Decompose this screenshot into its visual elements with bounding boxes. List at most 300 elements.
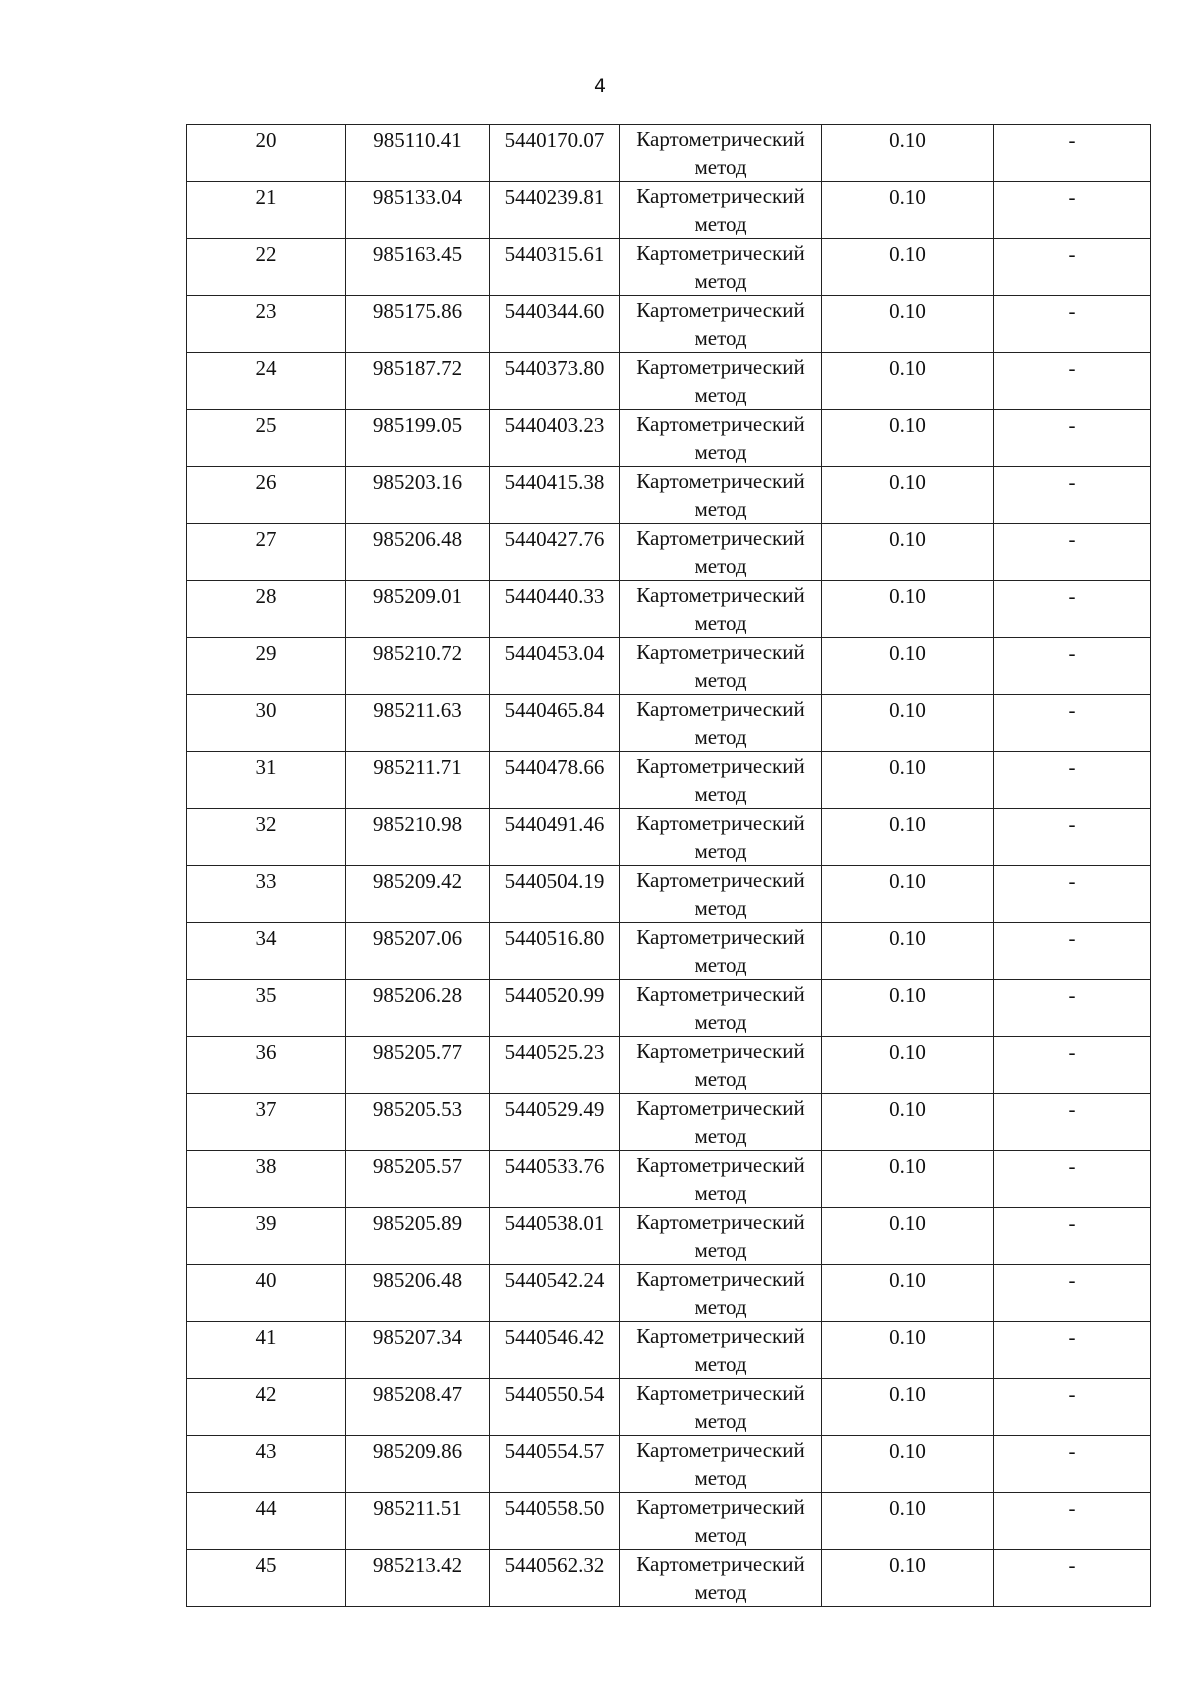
x-coordinate-value: 985133.04 (372, 185, 463, 209)
note-value: - (1068, 299, 1076, 323)
point-number-value: 36 (255, 1040, 277, 1064)
point-number-value: 40 (255, 1268, 277, 1292)
cell-x-coordinate (346, 125, 490, 182)
method-value: Картометрический метод (636, 1267, 805, 1319)
cell-note (994, 1265, 1151, 1322)
accuracy-value: 0.10 (889, 1268, 926, 1292)
point-number-value: 22 (255, 242, 277, 266)
cell-x-coordinate (346, 809, 490, 866)
cell-x-coordinate (346, 1037, 490, 1094)
cell-x-coordinate (346, 923, 490, 980)
note-value: - (1068, 641, 1076, 665)
cell-y-coordinate (490, 581, 620, 638)
x-coordinate-value: 985175.86 (372, 299, 463, 323)
y-coordinate-value: 5440525.23 (504, 1040, 605, 1064)
y-coordinate-value: 5440546.42 (504, 1325, 605, 1349)
cell-accuracy (822, 467, 994, 524)
cell-note (994, 1436, 1151, 1493)
cell-accuracy (822, 866, 994, 923)
method-value: Картометрический метод (636, 355, 805, 407)
cell-point-number (187, 980, 346, 1037)
note-value: - (1068, 1040, 1076, 1064)
method-value: Картометрический метод (636, 640, 805, 692)
point-number-value: 33 (255, 869, 277, 893)
cell-method (620, 809, 822, 866)
y-coordinate-value: 5440170.07 (504, 128, 605, 152)
cell-method (620, 239, 822, 296)
cell-note (994, 1322, 1151, 1379)
cell-point-number (187, 1550, 346, 1607)
cell-y-coordinate (490, 467, 620, 524)
cell-x-coordinate (346, 1493, 490, 1550)
cell-method (620, 125, 822, 182)
cell-accuracy (822, 1550, 994, 1607)
cell-point-number (187, 809, 346, 866)
x-coordinate-value: 985207.06 (372, 926, 463, 950)
cell-y-coordinate (490, 752, 620, 809)
cell-accuracy (822, 809, 994, 866)
point-number-value: 29 (255, 641, 277, 665)
x-coordinate-value: 985206.28 (372, 983, 463, 1007)
cell-x-coordinate (346, 695, 490, 752)
table-row (187, 1151, 1151, 1208)
cell-accuracy (822, 125, 994, 182)
cell-accuracy (822, 410, 994, 467)
cell-note (994, 353, 1151, 410)
cell-point-number (187, 923, 346, 980)
table-row (187, 524, 1151, 581)
cell-method (620, 1094, 822, 1151)
table-row (187, 296, 1151, 353)
cell-y-coordinate (490, 1379, 620, 1436)
point-number-value: 27 (255, 527, 277, 551)
accuracy-value: 0.10 (889, 1382, 926, 1406)
y-coordinate-value: 5440465.84 (504, 698, 605, 722)
accuracy-value: 0.10 (889, 983, 926, 1007)
note-value: - (1068, 1439, 1076, 1463)
accuracy-value: 0.10 (889, 1439, 926, 1463)
note-value: - (1068, 1325, 1076, 1349)
table-row (187, 1322, 1151, 1379)
accuracy-value: 0.10 (889, 185, 926, 209)
cell-note (994, 125, 1151, 182)
cell-accuracy (822, 1436, 994, 1493)
cell-method (620, 1550, 822, 1607)
y-coordinate-value: 5440344.60 (504, 299, 605, 323)
y-coordinate-value: 5440403.23 (504, 413, 605, 437)
cell-point-number (187, 296, 346, 353)
cell-accuracy (822, 1322, 994, 1379)
cell-y-coordinate (490, 1436, 620, 1493)
method-value: Картометрический метод (636, 1324, 805, 1376)
cell-point-number (187, 1037, 346, 1094)
note-value: - (1068, 1496, 1076, 1520)
cell-point-number (187, 1493, 346, 1550)
cell-method (620, 980, 822, 1037)
cell-accuracy (822, 182, 994, 239)
table-row (187, 1037, 1151, 1094)
cell-point-number (187, 581, 346, 638)
note-value: - (1068, 470, 1076, 494)
x-coordinate-value: 985211.63 (373, 698, 462, 722)
x-coordinate-value: 985207.34 (372, 1325, 463, 1349)
cell-note (994, 866, 1151, 923)
table-row (187, 1094, 1151, 1151)
cell-accuracy (822, 1094, 994, 1151)
table-row (187, 980, 1151, 1037)
method-value: Картометрический метод (636, 1210, 805, 1262)
table-row (187, 1436, 1151, 1493)
cell-accuracy (822, 1265, 994, 1322)
table-row (187, 125, 1151, 182)
cell-accuracy (822, 353, 994, 410)
y-coordinate-value: 5440538.01 (504, 1211, 605, 1235)
method-value: Картометрический метод (636, 184, 805, 236)
cell-y-coordinate (490, 239, 620, 296)
cell-accuracy (822, 1493, 994, 1550)
cell-point-number (187, 752, 346, 809)
table-row (187, 1208, 1151, 1265)
table-row (187, 866, 1151, 923)
accuracy-value: 0.10 (889, 1325, 926, 1349)
cell-y-coordinate (490, 1094, 620, 1151)
table-row (187, 1493, 1151, 1550)
cell-y-coordinate (490, 1151, 620, 1208)
method-value: Картометрический метод (636, 526, 805, 578)
cell-x-coordinate (346, 638, 490, 695)
point-number-value: 32 (255, 812, 277, 836)
accuracy-value: 0.10 (889, 698, 926, 722)
table-row (187, 923, 1151, 980)
cell-y-coordinate (490, 695, 620, 752)
cell-y-coordinate (490, 524, 620, 581)
accuracy-value: 0.10 (889, 812, 926, 836)
cell-method (620, 1379, 822, 1436)
cell-point-number (187, 467, 346, 524)
note-value: - (1068, 698, 1076, 722)
x-coordinate-value: 985210.72 (372, 641, 463, 665)
table-row (187, 182, 1151, 239)
y-coordinate-value: 5440373.80 (504, 356, 605, 380)
y-coordinate-value: 5440504.19 (504, 869, 605, 893)
point-number-value: 39 (255, 1211, 277, 1235)
x-coordinate-value: 985213.42 (372, 1553, 463, 1577)
cell-note (994, 980, 1151, 1037)
y-coordinate-value: 5440516.80 (504, 926, 605, 950)
x-coordinate-value: 985205.89 (372, 1211, 463, 1235)
cell-accuracy (822, 752, 994, 809)
accuracy-value: 0.10 (889, 242, 926, 266)
x-coordinate-value: 985205.77 (372, 1040, 463, 1064)
cell-method (620, 752, 822, 809)
cell-y-coordinate (490, 923, 620, 980)
cell-y-coordinate (490, 809, 620, 866)
page-number: 4 (593, 75, 607, 97)
point-number-value: 35 (255, 983, 277, 1007)
method-value: Картометрический метод (636, 811, 805, 863)
x-coordinate-value: 985211.71 (373, 755, 462, 779)
y-coordinate-value: 5440558.50 (504, 1496, 605, 1520)
point-number-value: 31 (255, 755, 277, 779)
cell-point-number (187, 1322, 346, 1379)
note-value: - (1068, 242, 1076, 266)
x-coordinate-value: 985203.16 (372, 470, 463, 494)
cell-x-coordinate (346, 980, 490, 1037)
accuracy-value: 0.10 (889, 755, 926, 779)
note-value: - (1068, 128, 1076, 152)
y-coordinate-value: 5440453.04 (504, 641, 605, 665)
cell-accuracy (822, 581, 994, 638)
method-value: Картометрический метод (636, 697, 805, 749)
cell-point-number (187, 125, 346, 182)
cell-point-number (187, 1379, 346, 1436)
x-coordinate-value: 985205.57 (372, 1154, 463, 1178)
cell-y-coordinate (490, 1208, 620, 1265)
note-value: - (1068, 1268, 1076, 1292)
point-number-value: 45 (255, 1553, 277, 1577)
cell-note (994, 1208, 1151, 1265)
accuracy-value: 0.10 (889, 641, 926, 665)
cell-accuracy (822, 1208, 994, 1265)
cell-y-coordinate (490, 1322, 620, 1379)
cell-method (620, 638, 822, 695)
y-coordinate-value: 5440529.49 (504, 1097, 605, 1121)
accuracy-value: 0.10 (889, 584, 926, 608)
cell-accuracy (822, 1037, 994, 1094)
cell-x-coordinate (346, 581, 490, 638)
y-coordinate-value: 5440315.61 (504, 242, 605, 266)
cell-point-number (187, 1436, 346, 1493)
method-value: Картометрический метод (636, 412, 805, 464)
cell-method (620, 923, 822, 980)
table-row (187, 695, 1151, 752)
y-coordinate-value: 5440554.57 (504, 1439, 605, 1463)
cell-note (994, 182, 1151, 239)
note-value: - (1068, 1553, 1076, 1577)
cell-x-coordinate (346, 1550, 490, 1607)
note-value: - (1068, 812, 1076, 836)
cell-method (620, 1208, 822, 1265)
x-coordinate-value: 985206.48 (372, 527, 463, 551)
table-row (187, 1550, 1151, 1607)
table-row (187, 467, 1151, 524)
cell-note (994, 695, 1151, 752)
y-coordinate-value: 5440542.24 (504, 1268, 605, 1292)
note-value: - (1068, 1382, 1076, 1406)
table-row (187, 581, 1151, 638)
x-coordinate-value: 985199.05 (372, 413, 463, 437)
cell-y-coordinate (490, 1550, 620, 1607)
cell-point-number (187, 182, 346, 239)
accuracy-value: 0.10 (889, 128, 926, 152)
table-row (187, 410, 1151, 467)
cell-note (994, 581, 1151, 638)
cell-method (620, 1151, 822, 1208)
accuracy-value: 0.10 (889, 413, 926, 437)
method-value: Картометрический метод (636, 754, 805, 806)
note-value: - (1068, 755, 1076, 779)
x-coordinate-value: 985211.51 (373, 1496, 462, 1520)
x-coordinate-value: 985209.01 (372, 584, 463, 608)
table-row (187, 1265, 1151, 1322)
method-value: Картометрический метод (636, 1552, 805, 1604)
cell-x-coordinate (346, 410, 490, 467)
table-row (187, 353, 1151, 410)
y-coordinate-value: 5440550.54 (504, 1382, 605, 1406)
cell-method (620, 695, 822, 752)
accuracy-value: 0.10 (889, 869, 926, 893)
method-value: Картометрический метод (636, 1096, 805, 1148)
cell-accuracy (822, 524, 994, 581)
x-coordinate-value: 985210.98 (372, 812, 463, 836)
cell-note (994, 1493, 1151, 1550)
cell-accuracy (822, 296, 994, 353)
cell-note (994, 923, 1151, 980)
cell-note (994, 239, 1151, 296)
note-value: - (1068, 413, 1076, 437)
cell-point-number (187, 1094, 346, 1151)
y-coordinate-value: 5440239.81 (504, 185, 605, 209)
note-value: - (1068, 926, 1076, 950)
accuracy-value: 0.10 (889, 356, 926, 380)
note-value: - (1068, 584, 1076, 608)
y-coordinate-value: 5440478.66 (504, 755, 605, 779)
cell-note (994, 467, 1151, 524)
point-number-value: 30 (255, 698, 277, 722)
cell-accuracy (822, 695, 994, 752)
cell-x-coordinate (346, 1094, 490, 1151)
cell-x-coordinate (346, 1265, 490, 1322)
cell-x-coordinate (346, 752, 490, 809)
note-value: - (1068, 983, 1076, 1007)
x-coordinate-value: 985209.42 (372, 869, 463, 893)
y-coordinate-value: 5440440.33 (504, 584, 605, 608)
cell-y-coordinate (490, 296, 620, 353)
x-coordinate-value: 985206.48 (372, 1268, 463, 1292)
cell-y-coordinate (490, 410, 620, 467)
cell-x-coordinate (346, 467, 490, 524)
cell-point-number (187, 524, 346, 581)
point-number-value: 38 (255, 1154, 277, 1178)
cell-method (620, 353, 822, 410)
method-value: Картометрический метод (636, 1039, 805, 1091)
point-number-value: 23 (255, 299, 277, 323)
note-value: - (1068, 1097, 1076, 1121)
cell-method (620, 1265, 822, 1322)
method-value: Картометрический метод (636, 925, 805, 977)
x-coordinate-value: 985163.45 (372, 242, 463, 266)
y-coordinate-value: 5440520.99 (504, 983, 605, 1007)
point-number-value: 41 (255, 1325, 277, 1349)
note-value: - (1068, 356, 1076, 380)
cell-x-coordinate (346, 1436, 490, 1493)
cell-note (994, 638, 1151, 695)
accuracy-value: 0.10 (889, 470, 926, 494)
cell-point-number (187, 410, 346, 467)
table-row (187, 752, 1151, 809)
cell-y-coordinate (490, 182, 620, 239)
accuracy-value: 0.10 (889, 1553, 926, 1577)
method-value: Картометрический метод (636, 1438, 805, 1490)
point-number-value: 26 (255, 470, 277, 494)
cell-x-coordinate (346, 524, 490, 581)
accuracy-value: 0.10 (889, 926, 926, 950)
cell-accuracy (822, 638, 994, 695)
cell-point-number (187, 353, 346, 410)
point-number-value: 44 (255, 1496, 277, 1520)
cell-accuracy (822, 923, 994, 980)
cell-y-coordinate (490, 1493, 620, 1550)
accuracy-value: 0.10 (889, 299, 926, 323)
cell-y-coordinate (490, 353, 620, 410)
method-value: Картометрический метод (636, 469, 805, 521)
x-coordinate-value: 985208.47 (372, 1382, 463, 1406)
cell-x-coordinate (346, 296, 490, 353)
note-value: - (1068, 185, 1076, 209)
cell-method (620, 1493, 822, 1550)
cell-accuracy (822, 1379, 994, 1436)
coordinates-table-body (187, 125, 1151, 1607)
accuracy-value: 0.10 (889, 1496, 926, 1520)
x-coordinate-value: 985209.86 (372, 1439, 463, 1463)
accuracy-value: 0.10 (889, 1040, 926, 1064)
method-value: Картометрический метод (636, 583, 805, 635)
y-coordinate-value: 5440491.46 (504, 812, 605, 836)
cell-accuracy (822, 239, 994, 296)
method-value: Картометрический метод (636, 868, 805, 920)
point-number-value: 43 (255, 1439, 277, 1463)
method-value: Картометрический метод (636, 298, 805, 350)
cell-method (620, 182, 822, 239)
cell-x-coordinate (346, 1208, 490, 1265)
cell-point-number (187, 695, 346, 752)
note-value: - (1068, 1154, 1076, 1178)
y-coordinate-value: 5440533.76 (504, 1154, 605, 1178)
cell-note (994, 1379, 1151, 1436)
table-row (187, 1379, 1151, 1436)
accuracy-value: 0.10 (889, 1097, 926, 1121)
cell-x-coordinate (346, 1151, 490, 1208)
method-value: Картометрический метод (636, 1381, 805, 1433)
cell-method (620, 296, 822, 353)
note-value: - (1068, 1211, 1076, 1235)
point-number-value: 34 (255, 926, 277, 950)
coordinates-table (186, 124, 1151, 1607)
cell-note (994, 1151, 1151, 1208)
accuracy-value: 0.10 (889, 1211, 926, 1235)
cell-method (620, 866, 822, 923)
cell-method (620, 524, 822, 581)
cell-note (994, 524, 1151, 581)
cell-note (994, 752, 1151, 809)
note-value: - (1068, 869, 1076, 893)
point-number-value: 24 (255, 356, 277, 380)
cell-point-number (187, 1265, 346, 1322)
accuracy-value: 0.10 (889, 527, 926, 551)
cell-point-number (187, 1208, 346, 1265)
cell-y-coordinate (490, 638, 620, 695)
cell-x-coordinate (346, 182, 490, 239)
cell-point-number (187, 638, 346, 695)
cell-note (994, 296, 1151, 353)
cell-point-number (187, 1151, 346, 1208)
cell-method (620, 1322, 822, 1379)
point-number-value: 42 (255, 1382, 277, 1406)
method-value: Картометрический метод (636, 1495, 805, 1547)
method-value: Картометрический метод (636, 982, 805, 1034)
cell-method (620, 410, 822, 467)
cell-y-coordinate (490, 125, 620, 182)
